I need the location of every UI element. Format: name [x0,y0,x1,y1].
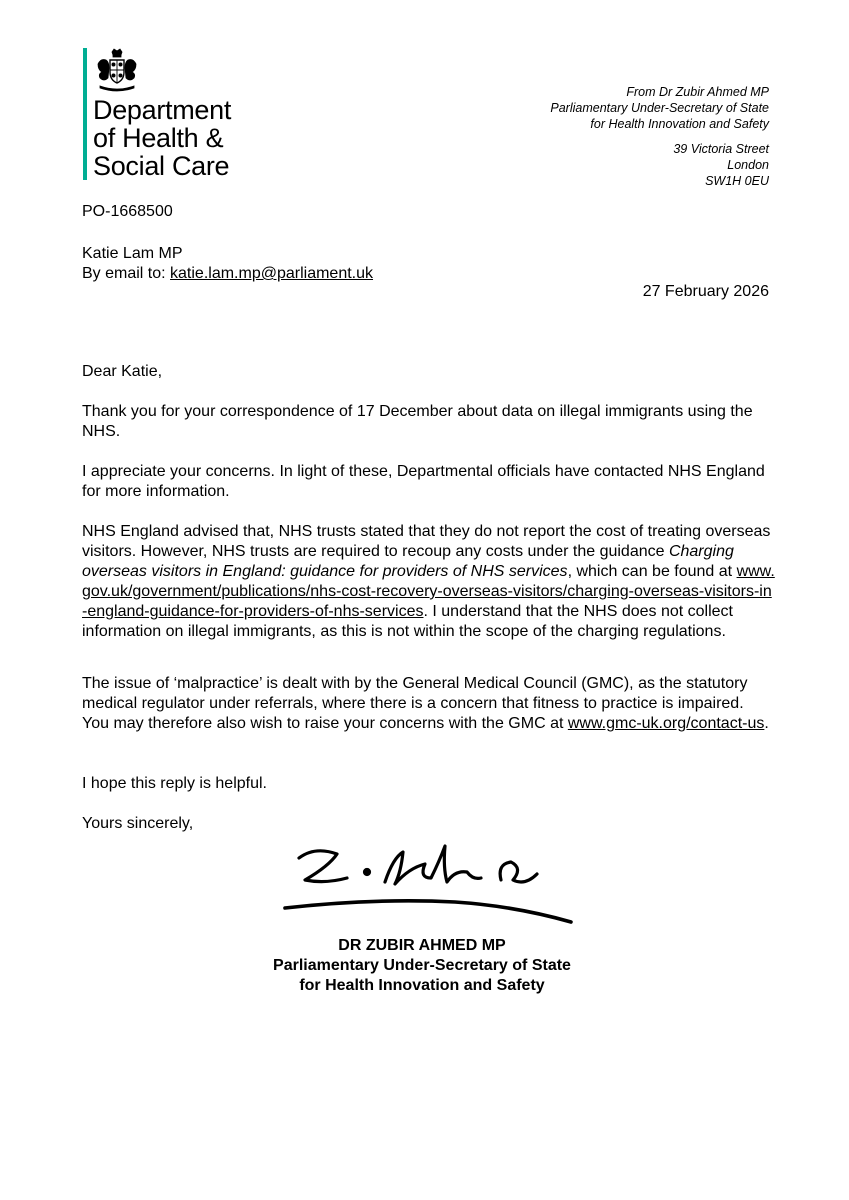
recipient-block [82,244,373,284]
signatory-title-1: Parliamentary Under-Secretary of State [273,957,571,974]
gov-uk-guidance-link[interactable]: www.gov.uk/government/publications/nhs-cost-recovery-overseas-visitors/charging-overseas-visitors-in-england-guidance-for-providers-of-nhs-services [82,563,775,620]
paragraph-5: I hope this reply is helpful. [82,775,267,792]
paragraph-3-text-b: , which can be found at [567,563,737,580]
gmc-contact-link[interactable]: www.gmc-uk.org/contact-us [567,715,765,732]
paragraph-4 [82,674,772,734]
signatory-title-2: for Health Innovation and Safety [299,977,545,994]
guidance-title: Charging overseas visitors in England: guidance for providers of NHS services [82,543,734,580]
closing: Yours sincerely, [82,815,194,832]
recipient-email-link[interactable]: katie.lam.mp@parliament.uk [170,265,374,282]
sender-title-1: Parliamentary Under-Secretary of State [550,101,769,115]
royal-coat-of-arms-icon [92,48,142,92]
handwritten-signature-icon [275,828,575,928]
address-city: London [727,158,769,172]
paragraph-3-text-a: NHS England advised that, NHS trusts stated that they do not report the cost of treating overseas visitors. However, NHS trusts are required to recoup any costs under the guidance [82,523,771,560]
department-line-2: of Health & [93,123,224,153]
address-street: 39 Victoria Street [673,142,769,156]
signatory-block [262,936,582,996]
paragraph-1: Thank you for your correspondence of 17 December about data on illegal immigrants using the NHS. [82,403,753,440]
department-line-1: Department [93,95,232,125]
sender-title-2: for Health Innovation and Safety [590,117,769,131]
address-postcode: SW1H 0EU [705,174,769,188]
sender-address [673,141,769,189]
paragraph-4-text-a: The issue of ‘malpractice’ is dealt with by the General Medical Council (GMC), as the statutory medical regulator under referrals, where there is a concern that fitness to practice is impaired. You may therefore also wish to raise your concerns with the GMC at [82,675,748,732]
department-line-3: Social Care [93,151,230,181]
paragraph-2: I appreciate your concerns. In light of these, Departmental officials have contacted NHS England for more information. [82,463,765,500]
reference-number: PO-1668500 [82,203,173,220]
paragraph-3 [82,522,777,642]
department-name [93,96,231,180]
salutation: Dear Katie, [82,363,163,380]
paragraph-4-text-b: . [764,715,769,732]
letter-date: 27 February 2026 [642,283,769,300]
sender-from: From Dr Zubir Ahmed MP [626,85,769,99]
recipient-name: Katie Lam MP [82,245,183,262]
sender-block [550,84,769,132]
paragraph-3-text-c: . I understand that the NHS does not collect information on illegal immigrants, as this is not within the scope of the charging regulations. [82,603,733,640]
brand-bar [83,48,87,180]
recipient-email-line [82,264,373,284]
email-prefix: By email to: [82,265,171,282]
signatory-name: DR ZUBIR AHMED MP [338,937,506,954]
